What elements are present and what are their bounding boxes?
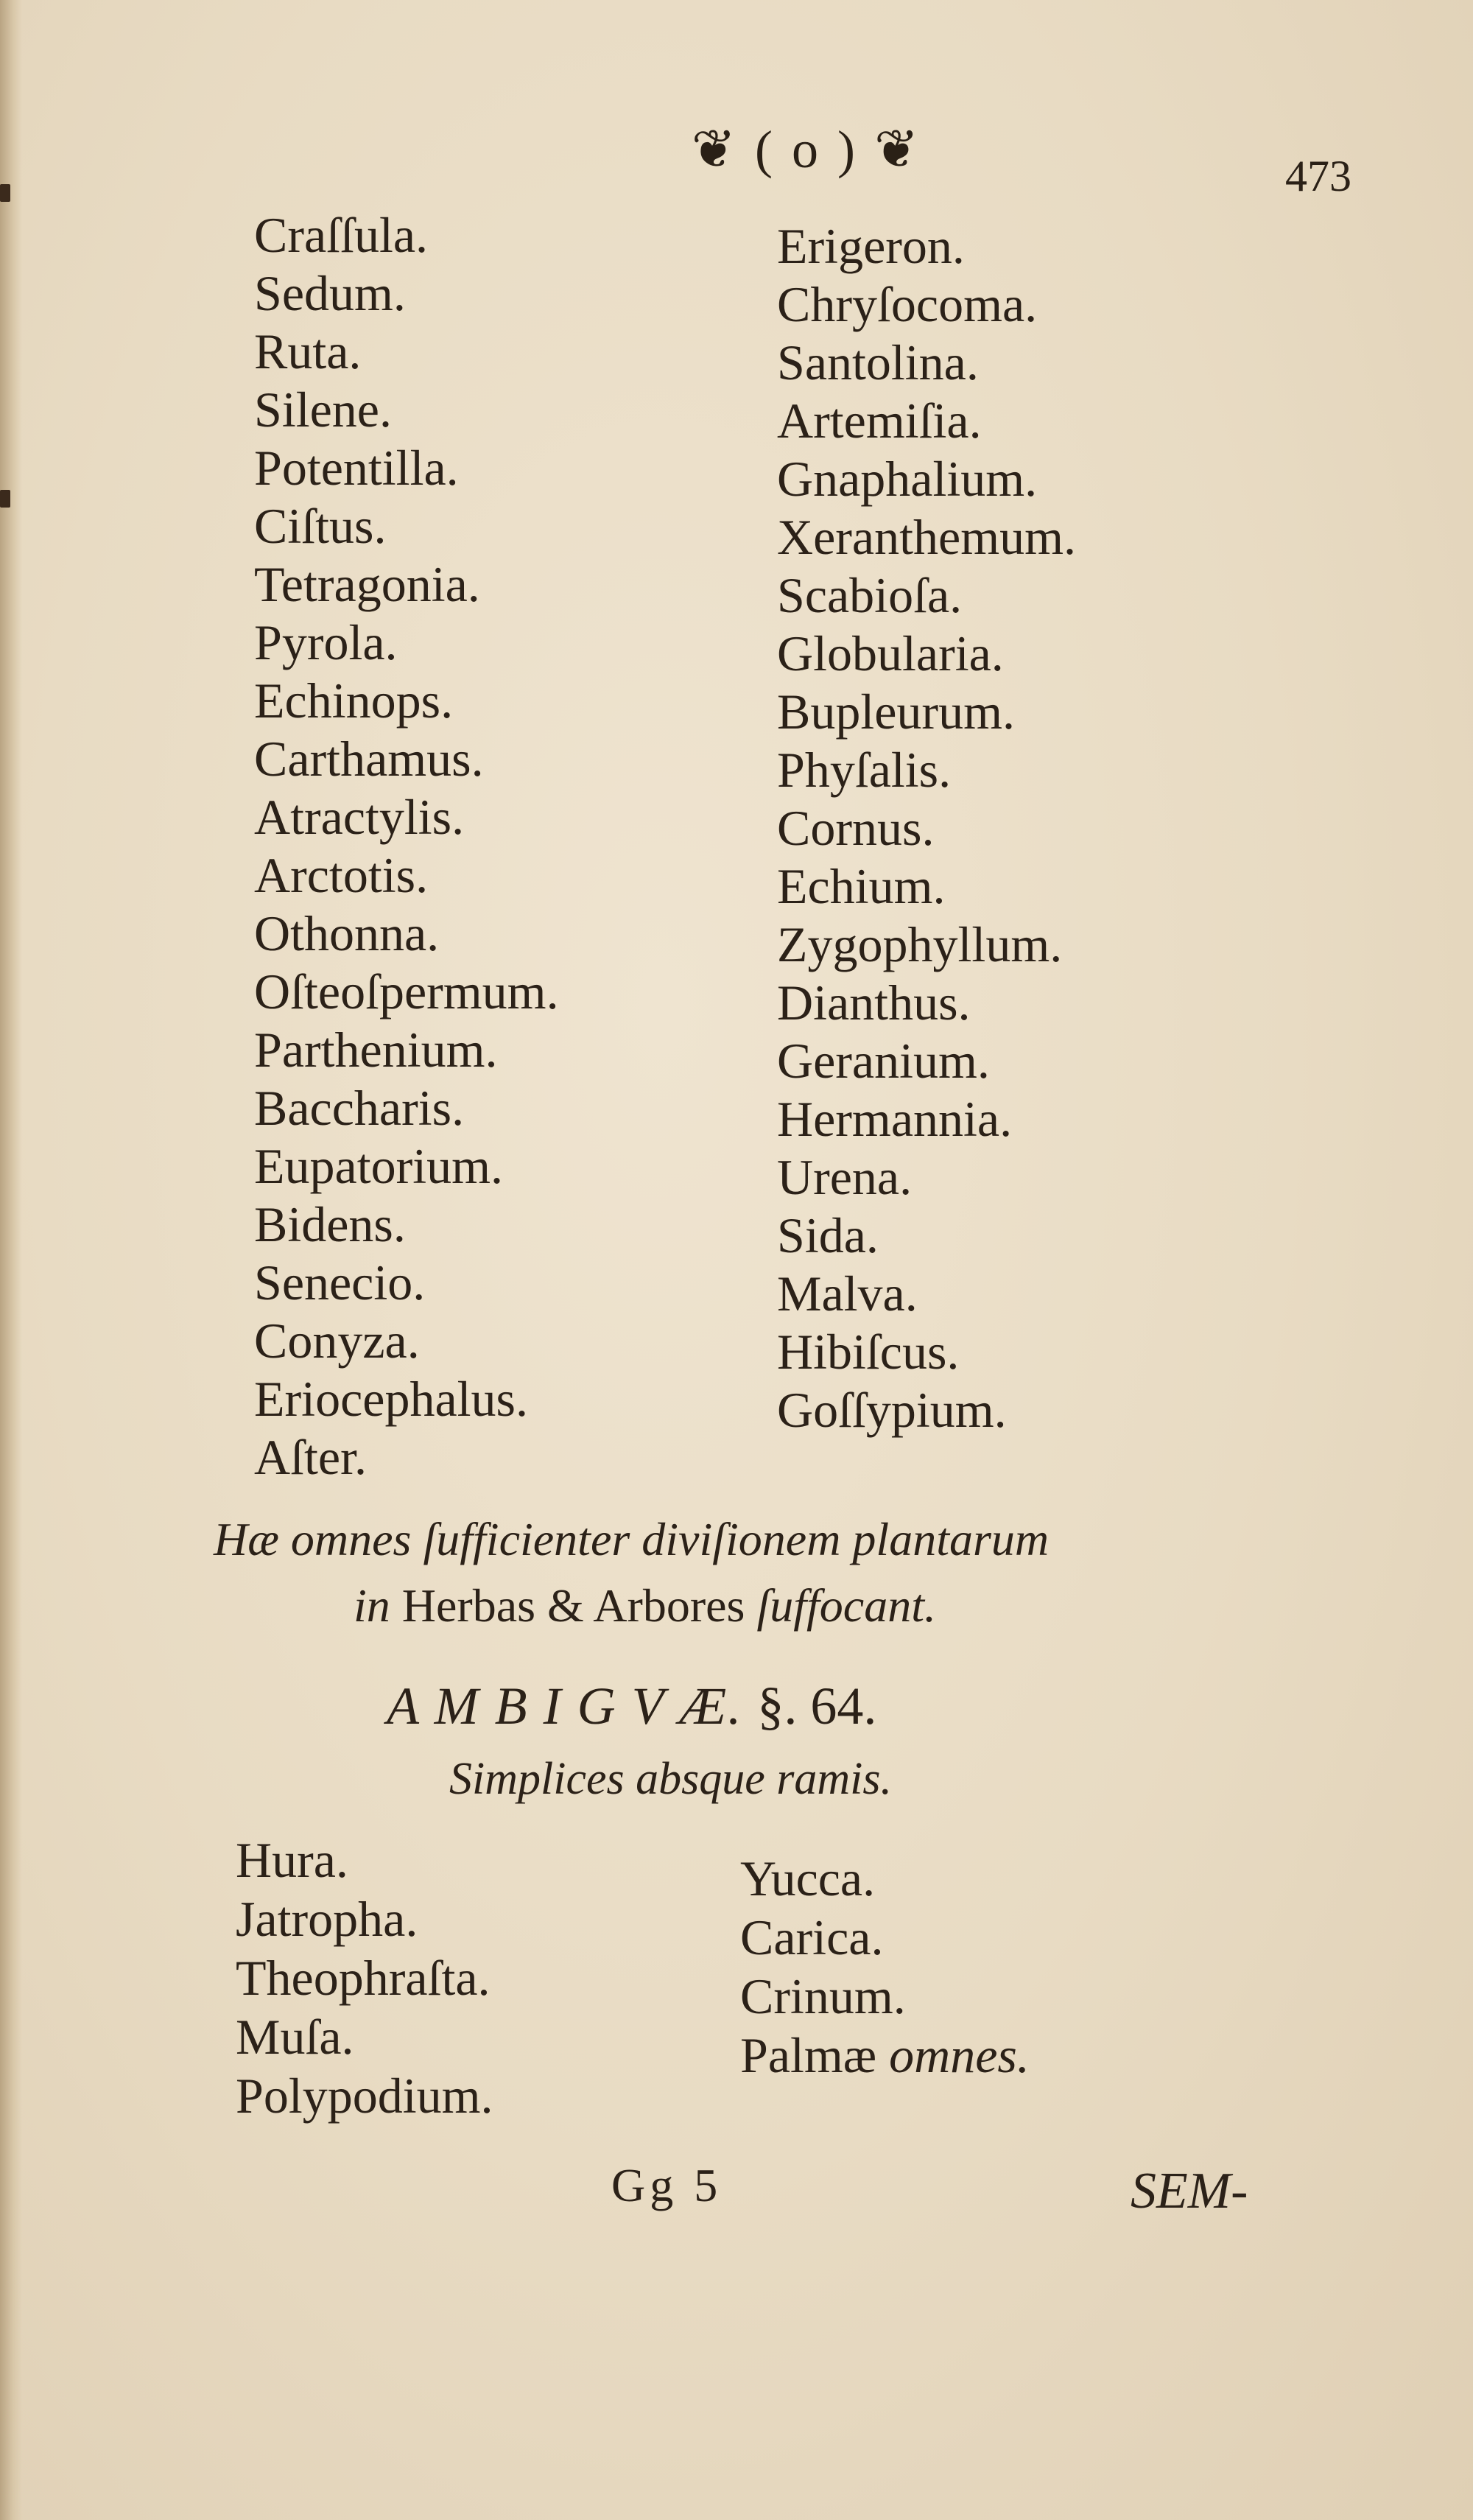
list-item: Craſſula. <box>254 207 429 263</box>
list-item: Bupleurum. <box>777 684 1015 740</box>
list-item: Arctotis. <box>254 847 429 903</box>
list-item: Chryſocoma. <box>777 276 1038 332</box>
section-title: A M B I G V Æ. <box>387 1677 743 1735</box>
list-item: Eupatorium. <box>254 1138 504 1194</box>
list-item: Sida. <box>777 1207 879 1263</box>
list-item: Urena. <box>777 1149 913 1205</box>
omnes-label: omnes. <box>889 2027 1030 2083</box>
note-prefix: in <box>354 1579 390 1632</box>
list-item: Muſa. <box>236 2009 354 2065</box>
list-item: Senecio. <box>254 1254 426 1310</box>
list-item: Parthenium. <box>254 1022 498 1078</box>
list-item <box>740 2026 1030 2085</box>
list-item: Phyſalis. <box>777 742 952 798</box>
summary-note <box>214 1506 1318 1639</box>
list-item: Malva. <box>777 1266 918 1322</box>
list-item: Crinum. <box>740 1968 906 2024</box>
list-item: Ruta. <box>254 323 362 379</box>
list-item: Oſteoſpermum. <box>254 964 559 1019</box>
list-item: Hermannia. <box>777 1091 1013 1147</box>
note-suffix: ſuffocant. <box>756 1579 936 1632</box>
list-item: Yucca. <box>740 1850 876 1906</box>
list-item: Gnaphalium. <box>777 451 1038 507</box>
list-item: Xeranthemum. <box>777 509 1076 565</box>
list-item: Polypodium. <box>236 2068 493 2124</box>
list-item: Dianthus. <box>777 975 971 1031</box>
list-item: Bidens. <box>254 1196 406 1252</box>
list-item: Conyza. <box>254 1313 420 1369</box>
list-item: Othonna. <box>254 905 440 961</box>
list-item: Echium. <box>777 858 946 914</box>
list-item: Silene. <box>254 382 392 438</box>
list-item: Zygophyllum. <box>777 916 1063 972</box>
list-item: Pyrola. <box>254 614 398 670</box>
list-item: Eriocephalus. <box>254 1371 528 1427</box>
left-plant-list <box>254 206 559 1487</box>
list-item: Carica. <box>740 1909 884 1965</box>
list-item: Goſſypium. <box>777 1382 1007 1438</box>
lower-right-plant-list <box>740 1849 1030 2085</box>
list-item: Jatropha. <box>236 1891 418 1947</box>
page-number: 473 <box>1285 152 1351 200</box>
note-line-2 <box>214 1573 1318 1639</box>
palmae-label: Palmæ <box>740 2027 877 2083</box>
section-subtitle: Simplices absque ramis. <box>449 1754 893 1804</box>
right-plant-list <box>777 217 1076 1439</box>
list-item: Artemiſia. <box>777 393 982 449</box>
list-item: Sedum. <box>254 265 406 321</box>
book-spine <box>0 0 22 2520</box>
signature-mark: Gg 5 <box>611 2159 723 2211</box>
list-item: Tetragonia. <box>254 556 480 612</box>
header-ornament: ❦ ( o ) ❦ <box>691 120 922 179</box>
binding-mark <box>0 490 10 508</box>
list-item: Potentilla. <box>254 440 459 496</box>
list-item: Theophraſta. <box>236 1950 491 2006</box>
list-item: Aſter. <box>254 1429 367 1485</box>
list-item: Ciſtus. <box>254 498 387 554</box>
lower-left-plant-list <box>236 1831 493 2125</box>
list-item: Hibiſcus. <box>777 1324 960 1380</box>
section-heading <box>387 1676 1270 1737</box>
note-line-1: Hæ omnes ſufficienter diviſionem plantarum <box>214 1513 1050 1565</box>
catchword: SEM- <box>1131 2163 1248 2219</box>
list-item: Scabioſa. <box>777 567 963 623</box>
list-item: Geranium. <box>777 1033 990 1089</box>
note-roman-text: Herbas & Arbores <box>401 1579 745 1632</box>
paragraph-number: §. 64. <box>757 1677 877 1735</box>
list-item: Globularia. <box>777 625 1004 681</box>
list-item: Santolina. <box>777 334 979 390</box>
list-item: Cornus. <box>777 800 935 856</box>
list-item: Erigeron. <box>777 218 965 274</box>
list-item: Echinops. <box>254 673 454 729</box>
list-item: Carthamus. <box>254 731 484 787</box>
list-item: Atractylis. <box>254 789 465 845</box>
list-item: Hura. <box>236 1832 348 1888</box>
binding-mark <box>0 184 10 202</box>
list-item: Baccharis. <box>254 1080 465 1136</box>
